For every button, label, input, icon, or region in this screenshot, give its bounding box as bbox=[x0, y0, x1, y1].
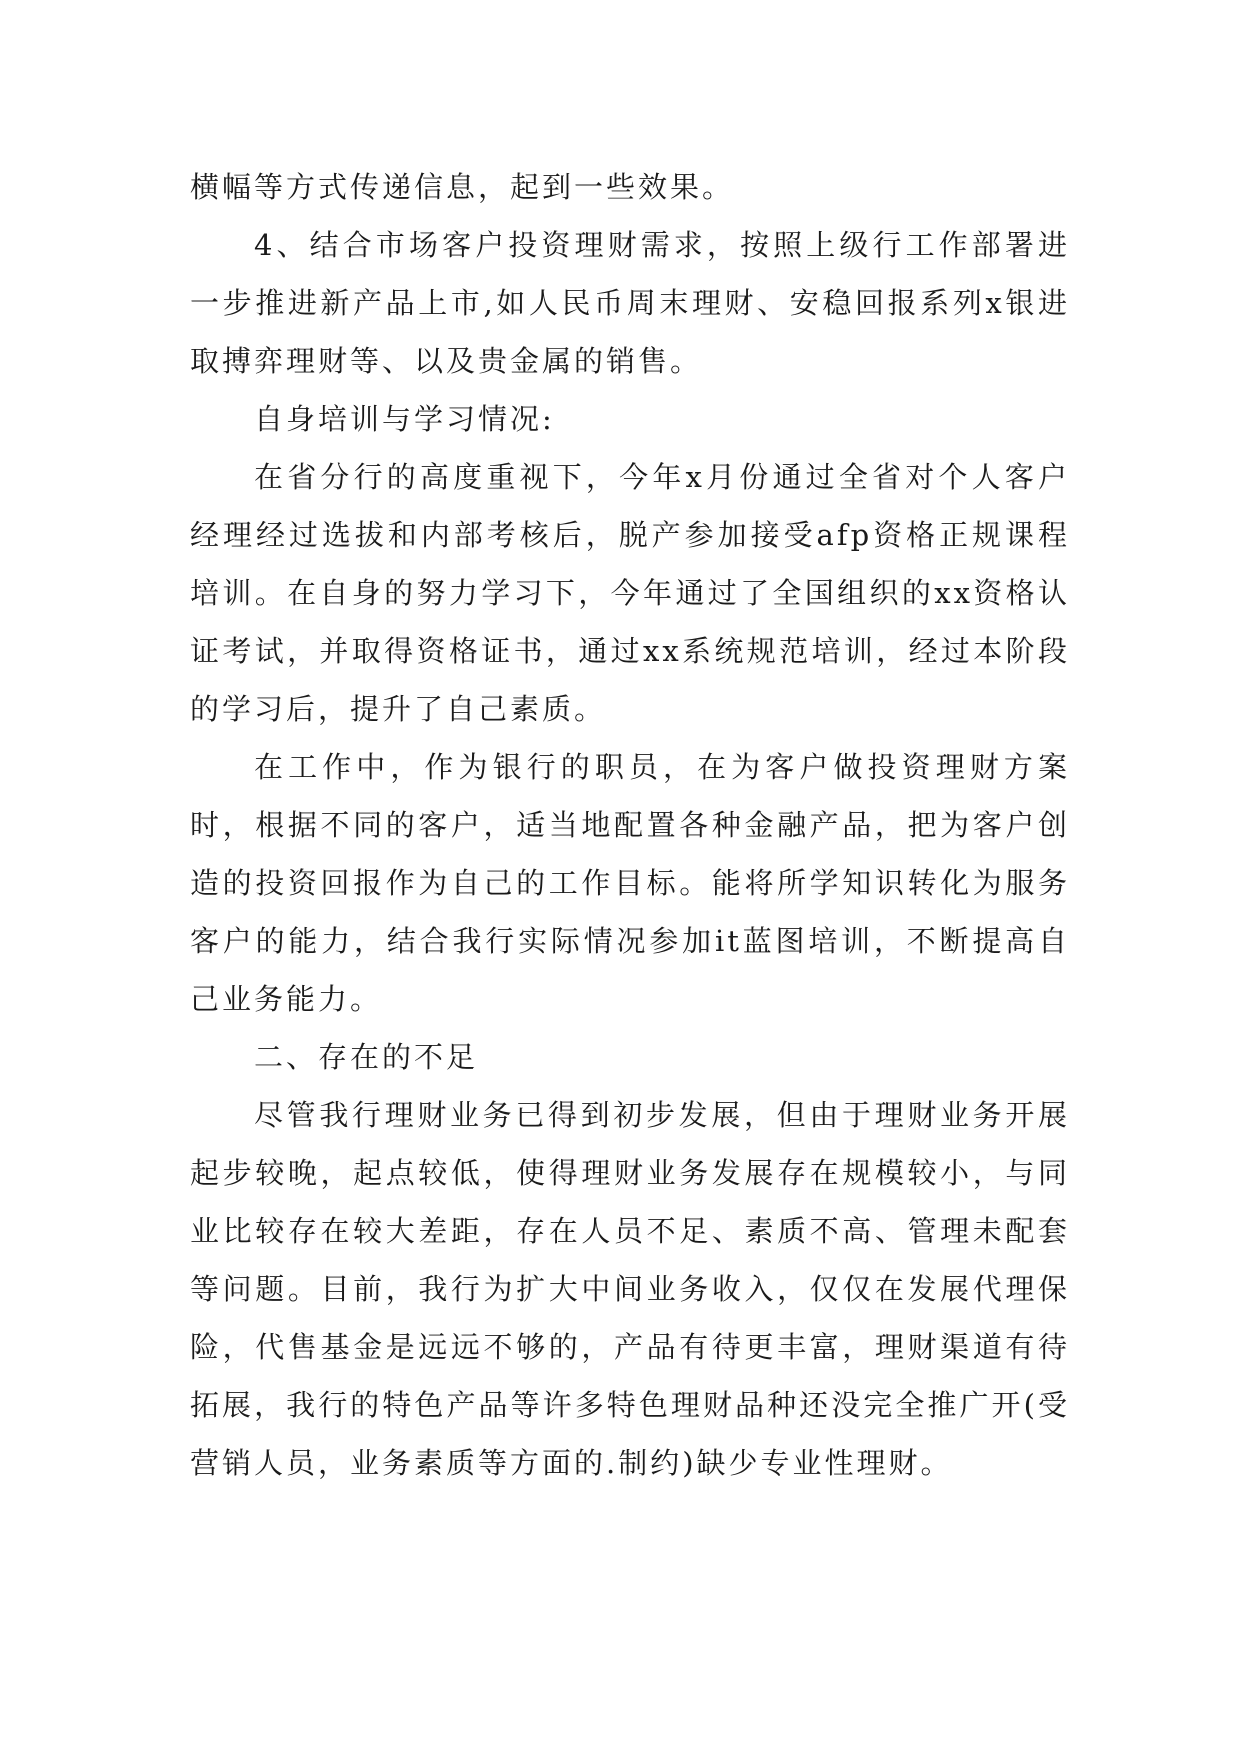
paragraph-shortcomings: 尽管我行理财业务已得到初步发展，但由于理财业务开展起步较晚，起点较低，使得理财业务发展存在规模较小，与同业比较存在较大差距，存在人员不足、素质不高、管理未配套等问题。目前，我行为扩大中间业务收入，仅仅在发展代理保险，代售基金是远远不够的，产品有待更丰富，理财渠道有待拓展，我行的特色产品等许多特色理财品种还没完全推广开(受营销人员，业务素质等方面的.制约)缺少专业性理财。 bbox=[190, 1098, 1070, 1480]
document-body bbox=[190, 158, 1070, 1492]
paragraph-continuation: 横幅等方式传递信息，起到一些效果。 bbox=[190, 170, 735, 204]
section-heading-training: 自身培训与学习情况: bbox=[254, 402, 555, 436]
paragraph-work: 在工作中，作为银行的职员，在为客户做投资理财方案时，根据不同的客户，适当地配置各种金融产品，把为客户创造的投资回报作为自己的工作目标。能将所学知识转化为服务客户的能力，结合我行实际情况参加it蓝图培训，不断提高自己业务能力。 bbox=[190, 750, 1070, 1016]
paragraph-training: 在省分行的高度重视下，今年x月份通过全省对个人客户经理经过选拔和内部考核后，脱产参加接受afp资格正规课程培训。在自身的努力学习下，今年通过了全国组织的xx资格认证考试，并取得资格证书，通过xx系统规范培训，经过本阶段的学习后，提升了自己素质。 bbox=[190, 460, 1070, 726]
section-heading-shortcomings: 二、存在的不足 bbox=[254, 1040, 479, 1074]
paragraph-item-4: 4、结合市场客户投资理财需求，按照上级行工作部署进一步推进新产品上市,如人民币周末理财、安稳回报系列x银进取搏弈理财等、以及贵金属的销售。 bbox=[190, 228, 1070, 378]
